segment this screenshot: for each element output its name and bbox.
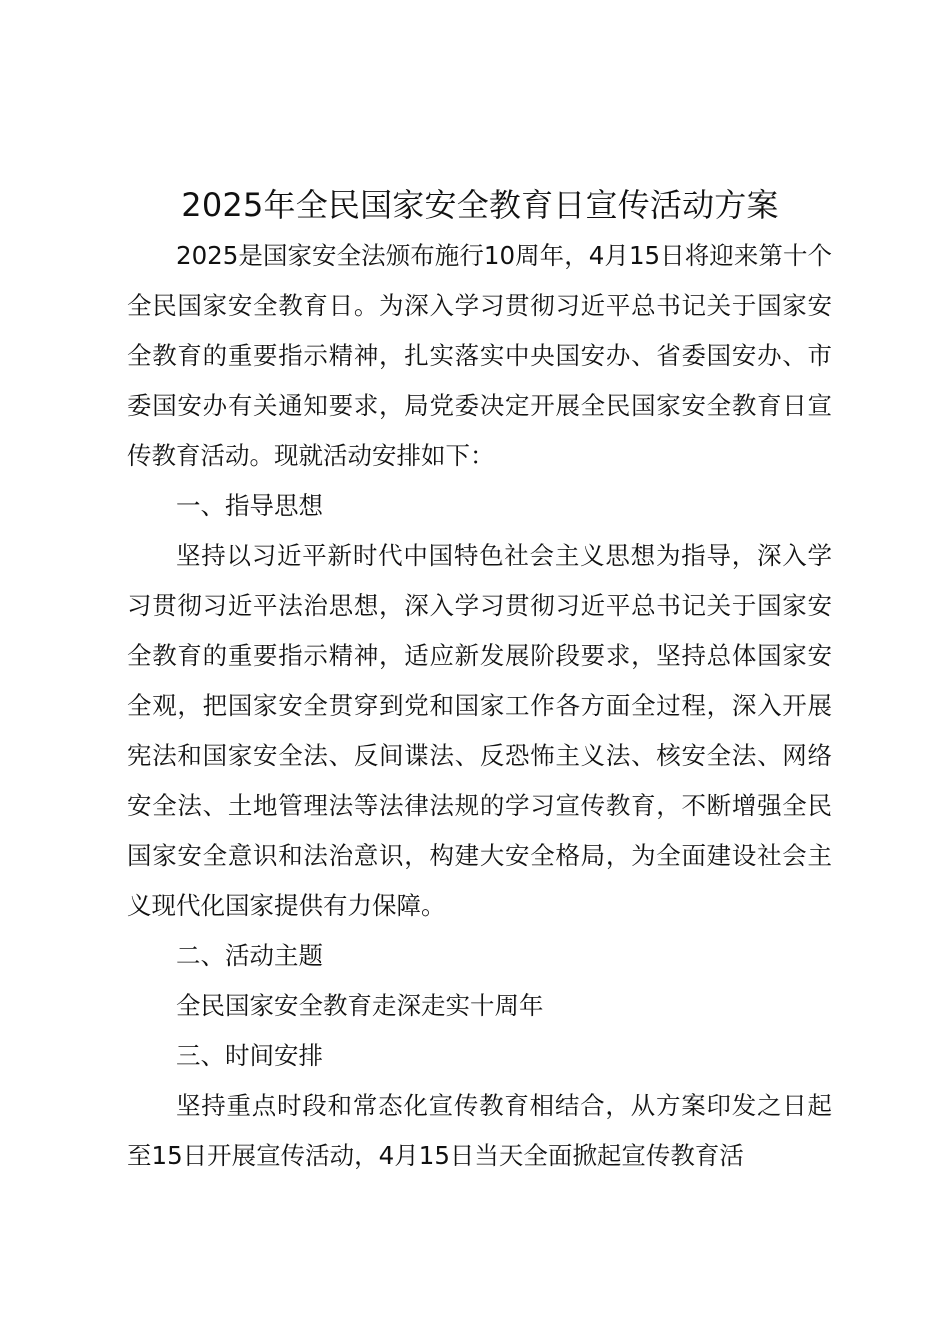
document-body bbox=[127, 231, 832, 1181]
section-paragraph-guiding-ideology: 坚持以习近平新时代中国特色社会主义思想为指导，深入学习贯彻习近平法治思想，深入学习贯彻习近平总书记关于国家安全教育的重要指示精神，适应新发展阶段要求，坚持总体国家安全观，把国家安全贯穿到党和国家工作各方面全过程，深入开展宪法和国家安全法、反间谍法、反恐怖主义法、核安全法、网络安全法、土地管理法等法律法规的学习宣传教育，不断增强全民国家安全意识和法治意识，构建大安全格局，为全面建设社会主义现代化国家提供有力保障。 bbox=[127, 541, 832, 920]
intro-paragraph: 2025是国家安全法颁布施行10周年，4月15日将迎来第十个全民国家安全教育日。为深入学习贯彻习近平总书记关于国家安全教育的重要指示精神，扎实落实中央国安办、省委国安办、市委国安办有关通知要求，局党委决定开展全民国家安全教育日宣传教育活动。现就活动安排如下： bbox=[127, 241, 832, 470]
section-paragraph-schedule: 坚持重点时段和常态化宣传教育相结合，从方案印发之日起至15日开展宣传活动，4月15日当天全面掀起宣传教育活 bbox=[127, 1091, 832, 1170]
section-heading-schedule: 三、时间安排 bbox=[176, 1041, 323, 1070]
section-heading-activity-theme: 二、活动主题 bbox=[176, 941, 323, 970]
section-heading-guiding-ideology: 一、指导思想 bbox=[176, 491, 323, 520]
document-title: 2025年全民国家安全教育日宣传活动方案 bbox=[181, 186, 779, 224]
section-paragraph-activity-theme: 全民国家安全教育走深走实十周年 bbox=[176, 991, 544, 1020]
